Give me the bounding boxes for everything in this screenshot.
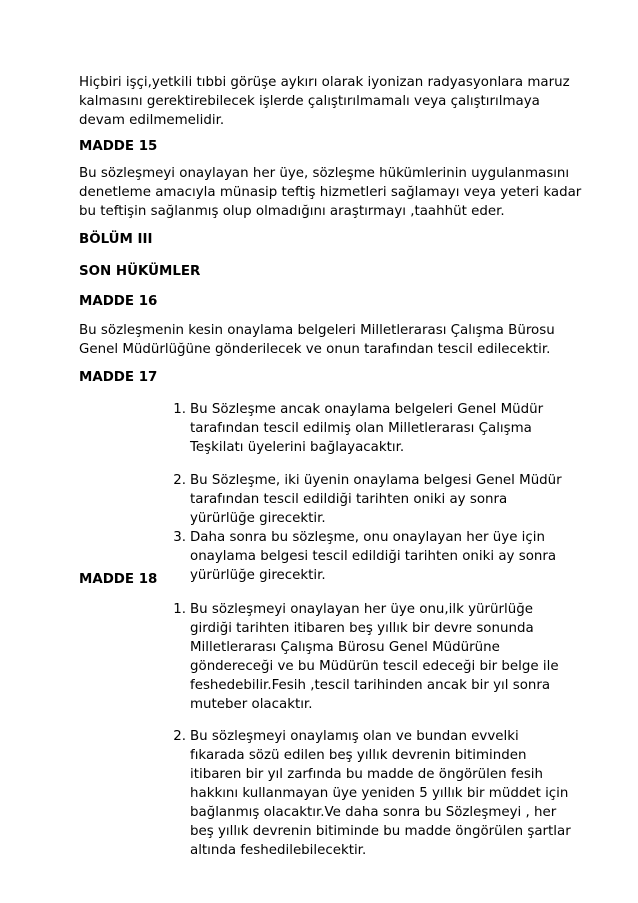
madde-18-list bbox=[146, 600, 576, 860]
intro-line: kalmasını gerektirebilecek işlerde çalıştırılmamalı veya çalıştırılmaya bbox=[79, 94, 540, 109]
list-item-line: itibaren bir yıl zarfında bu madde de öngörülen fesih bbox=[190, 767, 544, 782]
list-item bbox=[146, 471, 576, 528]
madde-17-list bbox=[146, 400, 576, 585]
list-item-line: göndereceği ve bu Müdürün tescil edeceği bir belge ile bbox=[190, 659, 559, 674]
list-item-line: tarafından tescil edilmiş olan Milletlerarası Çalışma bbox=[190, 421, 532, 436]
madde-16-line: Bu sözleşmenin kesin onaylama belgeleri Milletlerarası Çalışma Bürosu bbox=[79, 323, 555, 338]
list-item-line: Bu Sözleşme ancak onaylama belgeleri Genel Müdür bbox=[190, 402, 544, 417]
intro-line: devam edilmemelidir. bbox=[79, 113, 225, 128]
list-item bbox=[146, 528, 576, 585]
list-item-number: 2. bbox=[173, 729, 186, 744]
list-item-line: girdiği tarihten itibaren beş yıllık bir devre sonunda bbox=[190, 621, 534, 636]
madde-15-line: denetleme amacıyla münasip teftiş hizmetleri sağlamayı veya yeteri kadar bbox=[79, 185, 582, 200]
madde-17-heading: MADDE 17 bbox=[79, 370, 158, 385]
list-item-line: yürürlüğe girecektir. bbox=[190, 511, 326, 526]
list-item-line: fıkarada sözü edilen beş yıllık devrenin bitiminden bbox=[190, 748, 527, 763]
madde-15-heading: MADDE 15 bbox=[79, 139, 158, 154]
list-item-line: hakkını kullanmayan üye yeniden 5 yıllık bir müddet için bbox=[190, 786, 569, 801]
list-item-number: 1. bbox=[173, 602, 186, 617]
list-item-number: 3. bbox=[173, 530, 186, 545]
list-item-line: Bu Sözleşme, iki üyenin onaylama belgesi Genel Müdür bbox=[190, 473, 562, 488]
list-item-number: 1. bbox=[173, 402, 186, 417]
list-item-line: bağlanmış olacaktır.Ve daha sonra bu Sözleşmeyi , her bbox=[190, 805, 557, 820]
madde-15-line: Bu sözleşmeyi onaylayan her üye, sözleşme hükümlerinin uygulanmasını bbox=[79, 166, 570, 181]
son-hukumler-heading: SON HÜKÜMLER bbox=[79, 264, 201, 279]
list-item-line: Daha sonra bu sözleşme, onu onaylayan her üye için bbox=[190, 530, 545, 545]
list-item-number: 2. bbox=[173, 473, 186, 488]
list-item-line: Bu sözleşmeyi onaylamış olan ve bundan evvelki bbox=[190, 729, 519, 744]
list-item-line: altında feshedilebilecektir. bbox=[190, 843, 367, 858]
madde-16-paragraph bbox=[79, 321, 579, 359]
madde-16-line: Genel Müdürlüğüne gönderilecek ve onun tarafından tescil edilecektir. bbox=[79, 342, 551, 357]
list-item bbox=[146, 400, 576, 457]
madde-16-heading: MADDE 16 bbox=[79, 294, 158, 309]
list-item bbox=[146, 727, 576, 860]
list-item-line: beş yıllık devrenin bitiminde bu madde öngörülen şartlar bbox=[190, 824, 571, 839]
list-item-line: yürürlüğe girecektir. bbox=[190, 568, 326, 583]
madde-18-heading: MADDE 18 bbox=[79, 572, 158, 587]
list-item-line: Bu sözleşmeyi onaylayan her üye onu,ilk yürürlüğe bbox=[190, 602, 533, 617]
list-item-line: feshedebilir.Fesih ,tescil tarihinden ancak bir yıl sonra bbox=[190, 678, 551, 693]
madde-15-paragraph bbox=[79, 164, 582, 221]
list-item-line: Teşkilatı üyelerini bağlayacaktır. bbox=[190, 440, 405, 455]
intro-paragraph bbox=[79, 73, 579, 130]
bolum-heading: BÖLÜM III bbox=[79, 232, 153, 247]
list-item bbox=[146, 600, 576, 714]
madde-15-line: bu teftişin sağlanmış olup olmadığını araştırmayı ,taahhüt eder. bbox=[79, 204, 505, 219]
list-item-line: Milletlerarası Çalışma Bürosu Genel Müdürüne bbox=[190, 640, 500, 655]
list-item-line: muteber olacaktır. bbox=[190, 697, 313, 712]
list-item-line: onaylama belgesi tescil edildiği tarihten oniki ay sonra bbox=[190, 549, 557, 564]
list-item-line: tarafından tescil edildiği tarihten oniki ay sonra bbox=[190, 492, 508, 507]
intro-line: Hiçbiri işçi,yetkili tıbbi görüşe aykırı olarak iyonizan radyasyonlara maruz bbox=[79, 75, 570, 90]
